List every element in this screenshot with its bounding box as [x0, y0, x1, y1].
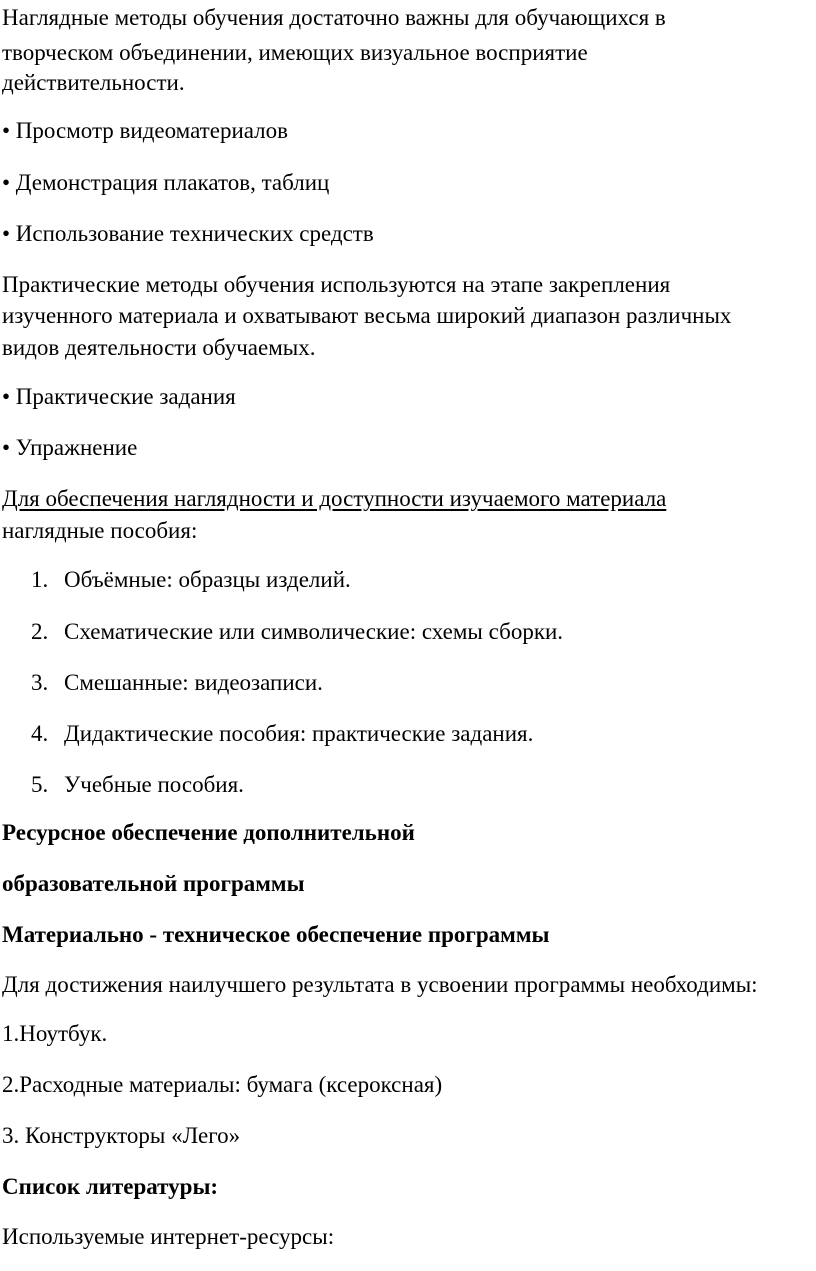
aids-list-number: 4. — [31, 721, 49, 746]
material-intro: Для достижения наилучшего результата в усвоении программы необходимы: — [2, 972, 758, 997]
heading-literature: Список литературы: — [2, 1174, 219, 1199]
aids-list-number: 5. — [31, 772, 49, 797]
material-item-paper: 2.Расходные материалы: бумага (ксероксная) — [2, 1072, 443, 1097]
aids-list-item: Объёмные: образцы изделий. — [64, 567, 351, 592]
paragraph-practical-line-1: Практические методы обучения используются на этапе закрепления — [2, 272, 671, 297]
bullet-practical-tasks: • Практические задания — [2, 384, 236, 409]
aids-list-number: 2. — [31, 619, 49, 644]
bullet-technical: • Использование технических средств — [2, 221, 374, 246]
heading-material: Материально - техническое обеспечение программы — [2, 922, 550, 947]
internet-resources-label: Используемые интернет-ресурсы: — [2, 1224, 335, 1249]
paragraph-visual-line-3: действительности. — [2, 70, 185, 95]
aids-list-number: 3. — [31, 670, 49, 695]
paragraph-practical-line-3: видов деятельности обучаемых. — [2, 335, 316, 360]
material-item-laptop: 1.Ноутбук. — [2, 1021, 108, 1046]
paragraph-visual-line-1: Наглядные методы обучения достаточно важны для обучающихся в — [2, 5, 666, 30]
aids-list-item: Дидактические пособия: практические задания. — [64, 721, 534, 746]
heading-resource-line-2: образовательной программы — [2, 871, 305, 896]
material-item-lego: 3. Конструкторы «Лего» — [2, 1123, 241, 1148]
aids-intro-underlined: Для обеспечения наглядности и доступности изучаемого материала — [2, 486, 667, 511]
aids-list-number: 1. — [31, 567, 49, 592]
bullet-posters: • Демонстрация плакатов, таблиц — [2, 170, 330, 195]
aids-list-item: Смешанные: видеозаписи. — [64, 670, 323, 695]
paragraph-practical-line-2: изученного материала и охватывают весьма широкий диапазон различных — [2, 303, 732, 328]
aids-list-item: Схематические или символические: схемы сборки. — [64, 619, 564, 644]
bullet-exercise: • Упражнение — [2, 435, 138, 460]
aids-intro-rest: наглядные пособия: — [2, 518, 198, 543]
aids-list-item: Учебные пособия. — [64, 772, 244, 797]
heading-resource-line-1: Ресурсное обеспечение дополнительной — [2, 820, 415, 845]
paragraph-visual-line-2: творческом объединении, имеющих визуальное восприятие — [2, 40, 588, 65]
bullet-video: • Просмотр видеоматериалов — [2, 118, 288, 143]
